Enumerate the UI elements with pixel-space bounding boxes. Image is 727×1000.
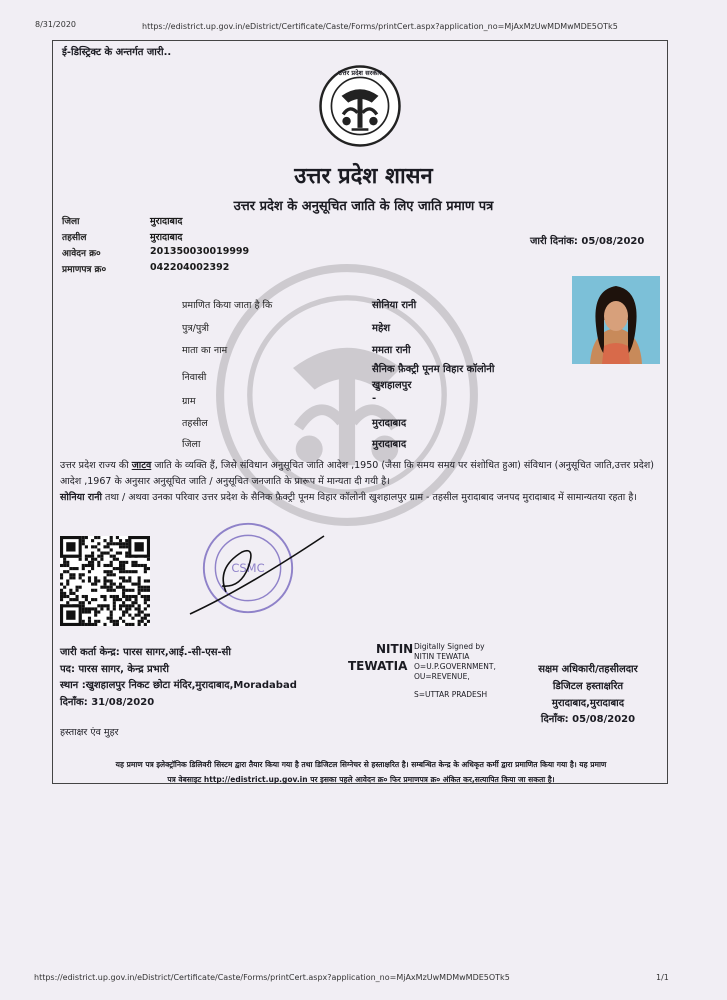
tehsil-label: तहसील: [62, 233, 87, 243]
issue-date: जारी दिनांक: 05/08/2020: [530, 236, 645, 247]
certify-label: प्रमाणित किया जाता है कि: [182, 300, 273, 311]
person-tehsil-label: तहसील: [182, 418, 208, 429]
person-district-value: मुरादाबाद: [372, 439, 407, 450]
govt-title: उत्तर प्रदेश शासन: [294, 164, 433, 189]
person-district-label: जिला: [182, 439, 201, 450]
authority-line2: डिजिटल हस्ताक्षरित: [552, 681, 624, 692]
certificate-number-label: प्रमाणपत्र क्र०: [62, 265, 107, 275]
tehsil-value: मुरादाबाद: [150, 232, 183, 243]
print-url-header: https://edistrict.up.gov.in/eDistrict/Certificate/Caste/Forms/printCert.aspx?application_no=MjAxMzUwMDMwMDE5OTk5: [142, 22, 618, 31]
person-name: सोनिया रानी: [372, 300, 417, 311]
print-url-footer: https://edistrict.up.gov.in/eDistrict/Certificate/Caste/Forms/printCert.aspx?application_no=MjAxMzUwMDMwMDE5OTk5: [34, 973, 510, 982]
application-number: 201350030019999: [150, 246, 250, 257]
district-label: जिला: [62, 217, 80, 227]
signature-label: हस्ताक्षर एंव मुहर: [60, 727, 119, 738]
resident-label: निवासी: [182, 372, 207, 383]
dsig-line2: NITIN TEWATIA: [414, 652, 470, 661]
authority-line1: सक्षम अधिकारी/तहसीलदार: [538, 664, 638, 675]
district-value: मुरादाबाद: [150, 216, 183, 227]
print-date: 8/31/2020: [35, 20, 77, 29]
qr-code: [60, 536, 150, 626]
resident-line1: सैनिक फ़ैक्ट्री पूनम विहार कॉलोनी: [372, 364, 495, 375]
person-tehsil-value: मुरादाबाद: [372, 418, 407, 429]
page-number: 1/1: [656, 973, 669, 982]
dsig-line1: Digitally Signed by: [414, 642, 485, 651]
village-label: ग्राम: [182, 396, 196, 407]
mother-label: माता का नाम: [182, 345, 228, 356]
issuer-date: दिनाँक: 31/08/2020: [60, 697, 155, 708]
issuer-post: पद: पारस सागर, केन्द्र प्रभारी: [60, 664, 169, 675]
mother-name: ममता रानी: [372, 345, 411, 356]
handwritten-signature: [186, 528, 326, 618]
dsig-line3: O=U.P.GOVERNMENT,: [414, 662, 496, 671]
seal-text: CSMC: [231, 560, 265, 575]
resident-line2: खुशहालपुर: [372, 380, 412, 391]
dsig-name-line1: NITIN: [376, 642, 414, 656]
village-value: -: [372, 393, 377, 404]
dsig-line4: OU=REVENUE,: [414, 672, 470, 681]
authority-line3: मुरादाबाद,मुरादाबाद: [551, 698, 625, 709]
child-of-label: पुत्र/पुत्री: [182, 323, 209, 334]
issuer-place: स्थान :खुशहालपुर निकट छोटा मंदिर,मुरादाबाद,Moradabad: [60, 680, 297, 691]
paragraph-person-name: सोनिया रानी: [60, 492, 102, 503]
authority-date: दिनाँक: 05/08/2020: [540, 714, 636, 725]
edistrict-note: ई-डिस्ट्रिक्ट के अन्तर्गत जारी..: [62, 47, 172, 58]
applicant-photo: [572, 276, 660, 364]
dsig-name-line2: TEWATIA: [348, 659, 408, 673]
certificate-number: 042204002392: [150, 262, 230, 273]
application-label: आवेदन क्र०: [62, 249, 101, 259]
dsig-line5: S=UTTAR PRADESH: [414, 690, 488, 699]
caste-name: जाटव: [131, 460, 152, 471]
issuer-center: जारी कर्ता केन्द्र: पारस सागर,आई.-सी-एस-सी: [60, 647, 232, 658]
footer-note: यह प्रमाण पत्र इलेक्ट्रॉनिक डिलिवरी सिस्टम द्वारा तैयार किया गया है तथा डिजिटल सिग्नेचर से हस्ताक्षरित है। सम्बन्धित केन्द्र के अधिकृत कर्मी द्वारा प्रमाणित किया गया है। यह प्रमाण पत्र वेबसाइट http://edistrict.up.gov.in पर इसका पहले आवेदन क्र० फिर प्रमाणपत्र क्र० अंकित कर,सत्यापित किया जा सकता है।: [115, 760, 607, 784]
certificate-paragraph: उत्तर प्रदेश राज्य की जाटव जाति के व्यक्ति हैं, जिसे संविधान अनुसूचित जाति आदेश ,1950 (जैसा कि समय समय पर संशोधित हुआ) संविधान (अनुसूचित जाति,उत्तर प्रदेश) आदेश ,1967 के अनुसार अनुसूचित जाति / अनुसूचित जनजाति के प्रारूप में मान्यता दी गयी है। सोनिया रानी तथा / अथवा उनका परिवार उत्तर प्रदेश के सैनिक फ़ैक्ट्री पूनम विहार कॉलोनी खुशहालपुर ग्राम - तहसील मुरादाबाद जनपद मुरादाबाद में सामान्यतया रहता है।: [60, 460, 654, 503]
emblem-caption: उत्तर प्रदेश सरकार: [338, 69, 382, 77]
certificate-title: उत्तर प्रदेश के अनुसूचित जाति के लिए जाति प्रमाण पत्र: [233, 199, 494, 214]
father-name: महेश: [372, 323, 391, 334]
